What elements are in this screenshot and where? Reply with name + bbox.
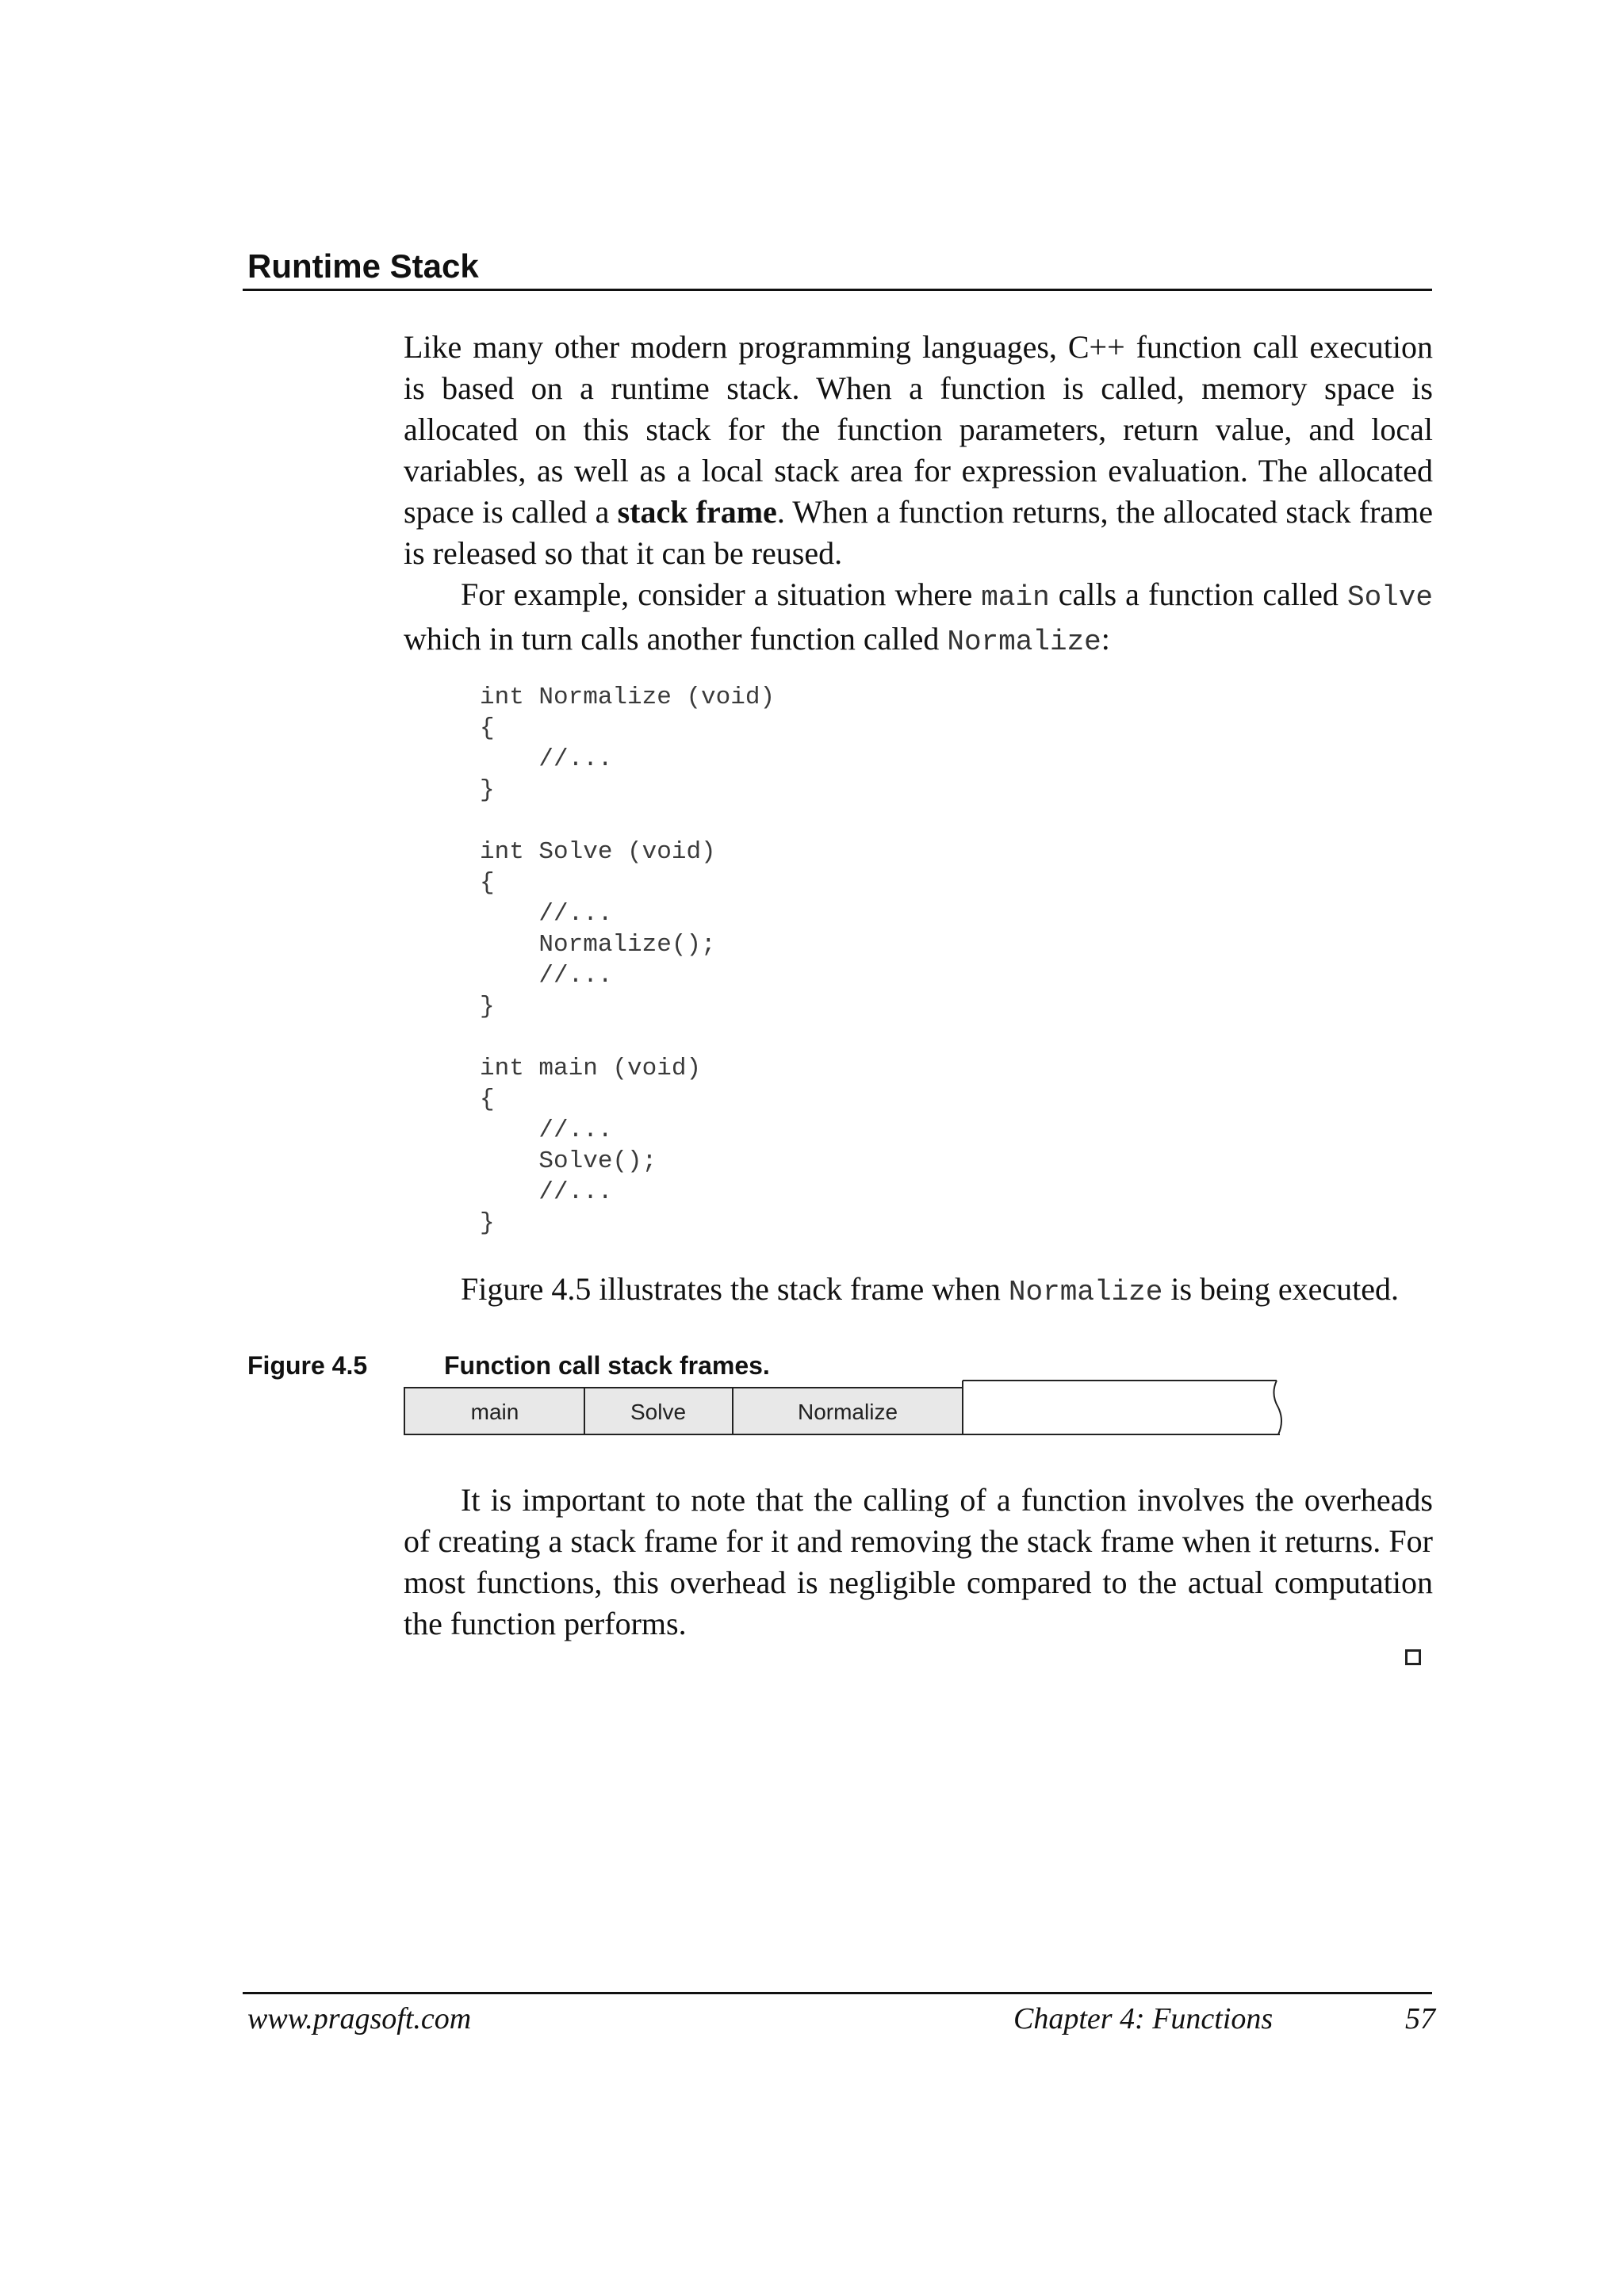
stack-frames-diagram: [403, 1380, 1291, 1435]
figure-caption: Function call stack frames.: [444, 1351, 770, 1380]
intro-paragraph: [404, 327, 1433, 574]
figure-ref-text: Figure 4.5 illustrates the stack frame when: [461, 1271, 1009, 1307]
footer-rule: [243, 1992, 1432, 1994]
frame-label-main: main: [470, 1400, 519, 1424]
inline-code-solve: Solve: [1346, 581, 1433, 614]
figure-label: Figure 4.5: [247, 1351, 368, 1380]
figure-reference-paragraph: [404, 1269, 1433, 1313]
page-number: 57: [1405, 2002, 1435, 2035]
heading-rule: [243, 289, 1432, 291]
figure-ref-text: is being executed.: [1162, 1271, 1400, 1307]
footer-chapter: Chapter 4: Functions: [1013, 2002, 1274, 2035]
footer-website: www.pragsoft.com: [247, 2002, 472, 2035]
closing-paragraph: It is important to note that the calling of a function involves the overheads of creating a stack frame for it and removing the stack frame when it returns. For most functions, this overhead is negligible compared to the actual computation the function performs.: [404, 1482, 1433, 1641]
example-text: calls a function called: [1049, 576, 1347, 612]
term-stack-frame: stack frame: [617, 494, 777, 530]
example-text: :: [1101, 621, 1110, 657]
frame-label-normalize: Normalize: [797, 1400, 898, 1424]
inline-code-normalize: Normalize: [947, 626, 1101, 658]
intro-text-before: Like many other modern programming languages, C++ function call execution is based on a runtime stack. When a function is called, memory space is allocated on this stack for the function parameters, return value, and local variables, as well as a local stack area for expression evaluation. The allocated space is called a: [404, 329, 1433, 530]
end-of-section-square-icon: [1405, 1649, 1421, 1665]
code-listing: int Normalize (void) { //... } int Solve (void) { //... Normalize(); //... } int main (void) { //... Solve(); //... }: [480, 684, 776, 1237]
example-paragraph: [404, 574, 1433, 663]
section-heading: Runtime Stack: [247, 247, 479, 285]
stack-break-mark: [1274, 1381, 1281, 1434]
example-text: For example, consider a situation where: [461, 576, 982, 612]
inline-code-main: main: [981, 581, 1050, 614]
example-text: which in turn calls another function called: [404, 621, 948, 657]
frame-label-solve: Solve: [630, 1400, 687, 1424]
intro-text-after: . When a function returns, the allocated stack frame is released so that it can be reused.: [404, 494, 1434, 571]
inline-code-normalize: Normalize: [1008, 1276, 1163, 1308]
